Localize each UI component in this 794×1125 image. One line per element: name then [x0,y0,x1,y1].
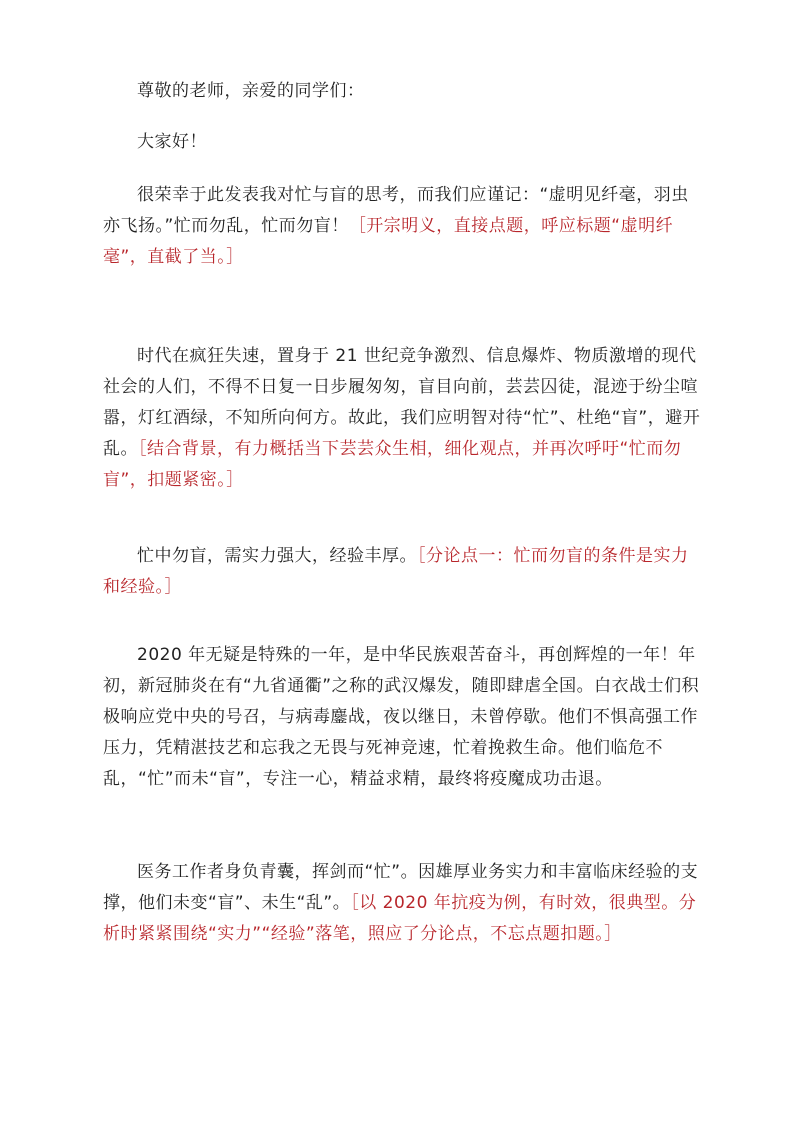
paragraph-text: 2020 年无疑是特殊的一年，是中华民族艰苦奋斗，再创辉煌的一年！年初，新冠肺炎在有“九省通衢”之称的武汉爆发，随即肆虐全国。白衣战士们积极响应党中央的号召，与病毒鏖战，夜以继日，未曾停歇。他们不惧高强工作压力，凭精湛技艺和忘我之无畏与死神竞速，忙着挽救生命。他们临危不乱，“忙”而未“盲”，专注一心，精益求精，最终将疫魔成功击退。 [103,645,700,789]
paragraph-text: 大家好！ [137,132,207,152]
example-paragraph [103,640,703,795]
paragraph-text: 时代在疯狂失速，置身于 21 世纪竞争激烈、信息爆炸、物质激增的现代社会的人们，不得不日复一日步履匆匆，盲目向前，芸芸囚徒，混迹于纷尘喧嚣，灯红酒绿，不知所向何方。故此，我们应明智对待“忙”、杜绝“盲”，避开乱。 [103,346,701,459]
annotation-comment: ［开宗明义，直接点题，呼应标题“虚明纤毫”，直截了当。］ [103,216,674,267]
hello-paragraph [103,127,703,158]
sub-argument-paragraph [103,541,703,603]
background-paragraph [103,341,703,496]
annotation-comment: ［分论点一：忙而勿盲的条件是实力和经验。］ [103,546,689,597]
opening-paragraph [103,180,703,273]
paragraph-text: 尊敬的老师，亲爱的同学们： [137,81,365,101]
paragraph-text: 忙中勿盲，需实力强大，经验丰厚。 [137,546,417,566]
greeting-paragraph [103,76,703,107]
paragraph-text: 很荣幸于此发表我对忙与盲的思考，而我们应谨记：“虚明见纤毫，羽虫亦飞扬。”忙而勿乱，忙而勿盲！ [103,185,689,236]
annotation-comment: ［以 2020 年抗疫为例，有时效，很典型。分析时紧紧围绕“实力”“经验”落笔，照应了分论点，不忘点题扣题。］ [103,893,697,944]
analysis-paragraph [103,857,703,950]
paragraph-text: 医务工作者身负青囊，挥剑而“忙”。因雄厚业务实力和丰富临床经验的支撑，他们未变“盲”、未生“乱”。 [103,862,699,913]
annotation-comment: ［结合背景，有力概括当下芸芸众生相，细化观点，并再次呼吁“忙而勿盲”，扣题紧密。］ [103,439,682,490]
